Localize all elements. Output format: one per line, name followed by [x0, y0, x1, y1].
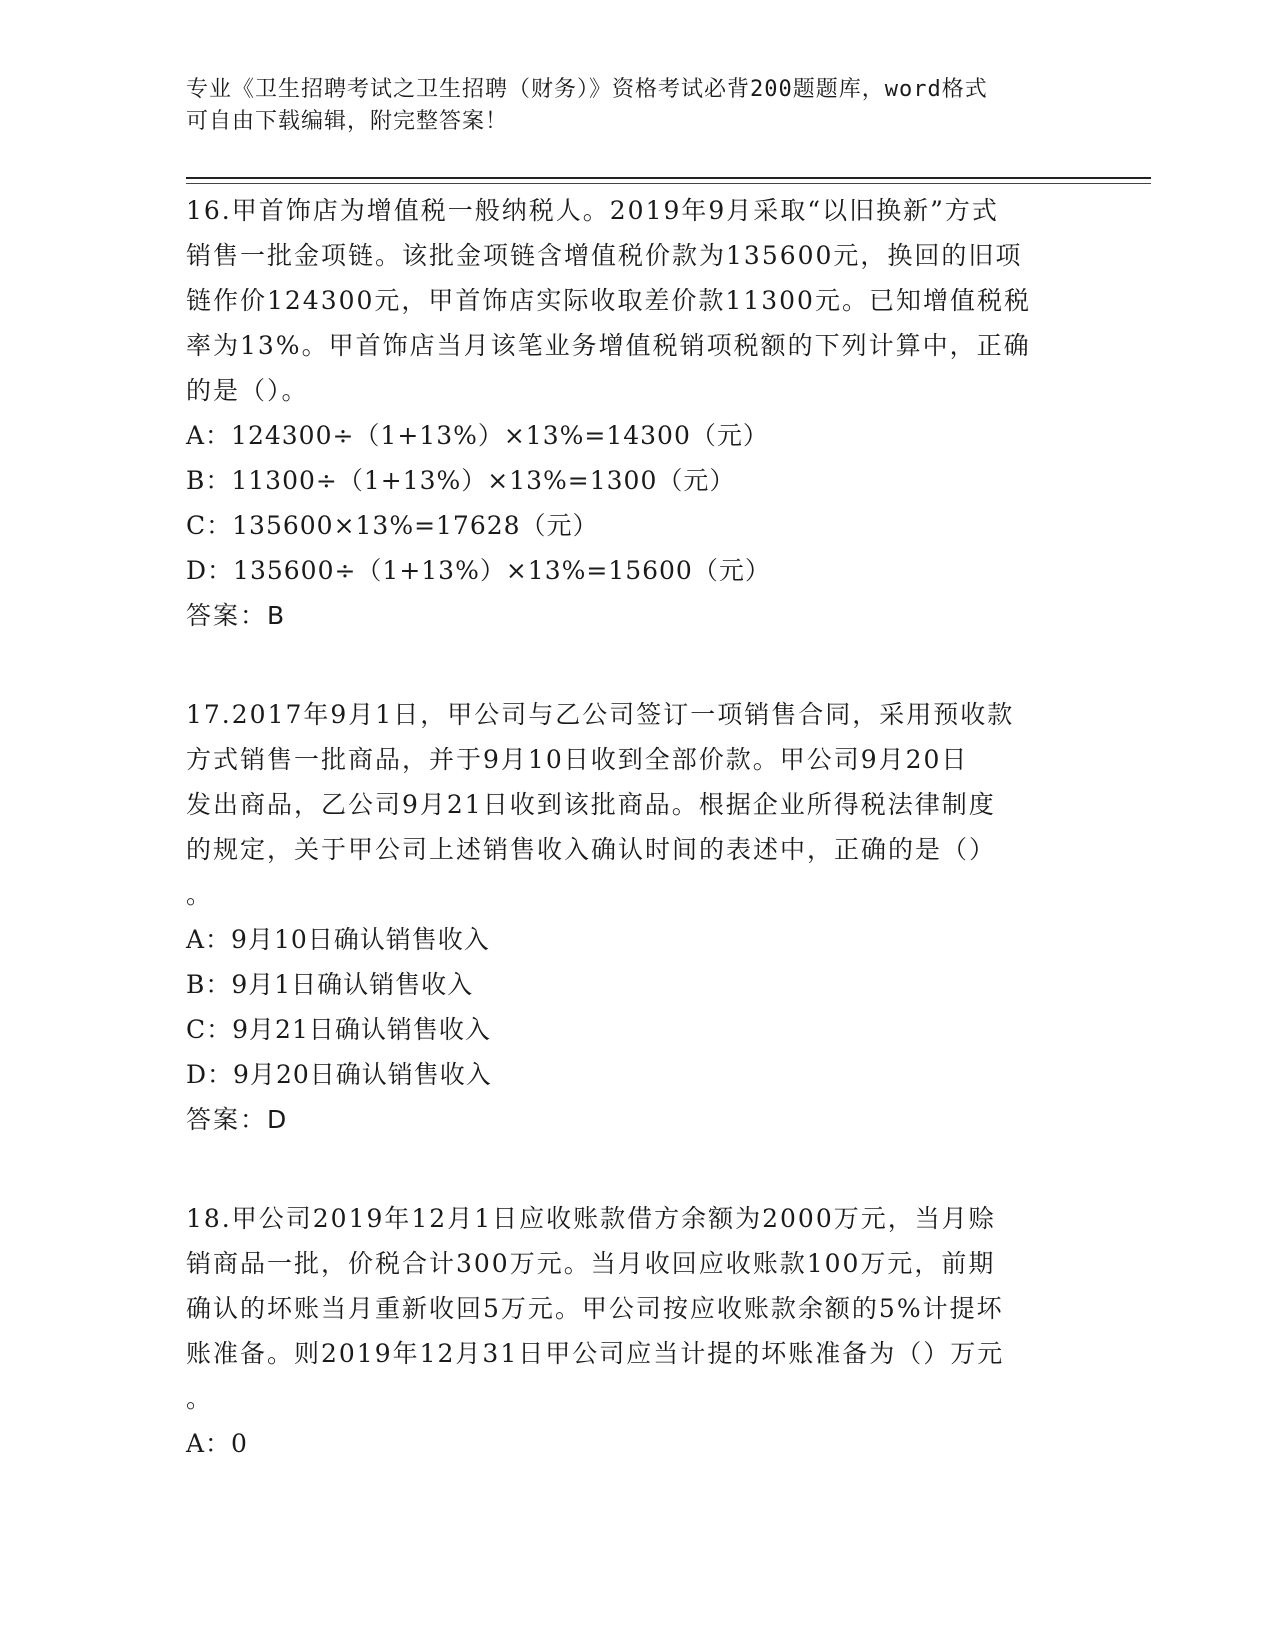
question-text-line: 链作价124300元，甲首饰店实际收取差价款11300元。已知增值税税: [186, 286, 1031, 315]
option-d: D：135600÷（1+13%）×13%=15600（元）: [186, 556, 771, 585]
option-c: C：135600×13%=17628（元）: [186, 511, 599, 540]
option-b: B：9月1日确认销售收入: [186, 970, 474, 999]
question-text-line: 确认的坏账当月重新收回5万元。甲公司按应收账款余额的5%计提坏: [186, 1294, 1004, 1323]
question-text-line: 17.2017年9月1日，甲公司与乙公司签订一项销售合同，采用预收款: [186, 700, 1015, 729]
option-a: A：0: [186, 1429, 248, 1458]
question-18: [186, 1196, 1086, 1421]
answer-line: 答案：D: [186, 1105, 289, 1134]
option-d: D：9月20日确认销售收入: [186, 1060, 492, 1089]
question-text-line: 的规定，关于甲公司上述销售收入确认时间的表述中，正确的是（）: [186, 835, 997, 864]
question-text-line: 18.甲公司2019年12月1日应收账款借方余额为2000万元，当月赊: [186, 1204, 996, 1233]
question-text-line: 账准备。则2019年12月31日甲公司应当计提的坏账准备为（）万元: [186, 1339, 1005, 1368]
option-a: A：9月10日确认销售收入: [186, 925, 490, 954]
question-text-line: 方式销售一批商品，并于9月10日收到全部价款。甲公司9月20日: [186, 745, 969, 774]
header-divider-thin: [186, 183, 1151, 184]
question-text-line: 。: [186, 1384, 214, 1413]
question-text-line: 率为13%。甲首饰店当月该笔业务增值税销项税额的下列计算中，正确: [186, 331, 1031, 360]
question-spacer: [186, 638, 1086, 692]
question-16: [186, 188, 1086, 413]
header-line: 可自由下载编辑，附完整答案！: [186, 109, 509, 134]
question-text-line: 销售一批金项链。该批金项链含增值税价款为135600元，换回的旧项: [186, 241, 1023, 270]
question-text-line: 销商品一批，价税合计300万元。当月收回应收账款100万元，前期: [186, 1249, 996, 1278]
question-text-line: 。: [186, 880, 214, 909]
question-text-line: 16.甲首饰店为增值税一般纳税人。2019年9月采取“以旧换新”方式: [186, 196, 999, 225]
question-list: [186, 188, 1086, 1466]
answer-line: 答案：B: [186, 601, 287, 630]
option-b: B：11300÷（1+13%）×13%=1300（元）: [186, 466, 736, 495]
header-divider-thick: [186, 177, 1151, 179]
header-line: 专业《卫生招聘考试之卫生招聘（财务）》资格考试必背200题题库，word格式: [186, 77, 988, 102]
question-17: [186, 692, 1086, 917]
document-header: [186, 74, 1086, 138]
option-c: C：9月21日确认销售收入: [186, 1015, 491, 1044]
question-spacer: [186, 1142, 1086, 1196]
question-text-line: 的是（）。: [186, 376, 309, 405]
option-a: A：124300÷（1+13%）×13%=14300（元）: [186, 421, 769, 450]
question-text-line: 发出商品，乙公司9月21日收到该批商品。根据企业所得税法律制度: [186, 790, 996, 819]
